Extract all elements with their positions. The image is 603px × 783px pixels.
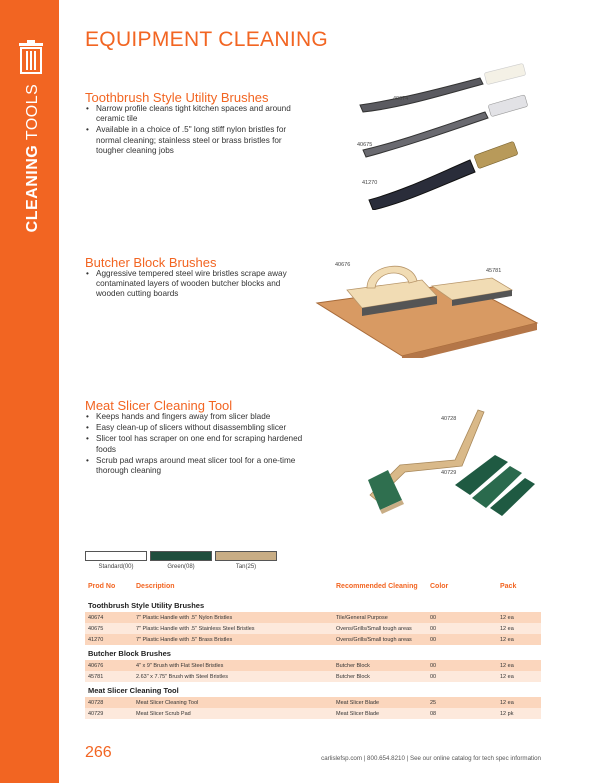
code-label: 40676 <box>335 262 351 268</box>
cell: Ovens/Grills/Small tough areas <box>333 623 427 634</box>
page-title: EQUIPMENT CLEANING <box>85 28 329 51</box>
table-group-row <box>85 645 541 660</box>
cell: 25 <box>427 697 497 708</box>
bullet: • Available in a choice of .5" long stiff nylon bristles for normal cleaning; stainless steel or brass bristles for tougher cleaning jobs <box>85 125 310 156</box>
header-recommended-cleaning: Recommended Cleaning <box>336 582 418 590</box>
table-row <box>85 660 541 671</box>
cell: 00 <box>427 671 497 682</box>
header-pack: Pack <box>500 582 517 590</box>
footer-text: carlislefsp.com | 800.654.8210 | See our online catalog for tech spec information <box>321 755 541 762</box>
bullet: • Keeps hands and fingers away from slicer blade <box>85 412 310 422</box>
table-group-row <box>85 597 541 612</box>
code-label: 41270 <box>362 180 378 186</box>
section-title-toothbrush: Toothbrush Style Utility Brushes <box>85 90 269 105</box>
cell: 40728 <box>85 697 133 708</box>
swatch-green <box>150 551 212 561</box>
cell: 2.63" x 7.75" Brush with Steel Bristles <box>133 671 333 682</box>
sidebar <box>0 0 59 783</box>
page-number: 266 <box>85 744 112 761</box>
cell: Ovens/Grills/Small tough areas <box>333 634 427 645</box>
group-name: Toothbrush Style Utility Brushes <box>88 601 205 610</box>
bullet: • Easy clean-up of slicers without disassembling slicer <box>85 423 310 433</box>
cell: Meat Slicer Scrub Pad <box>133 708 333 719</box>
bullet: • Aggressive tempered steel wire bristles scrape away contaminated layers of wooden butcher blocks and wooden cutting boards <box>85 269 310 300</box>
cell: 00 <box>427 623 497 634</box>
table-group-row <box>85 682 541 697</box>
sidebar-label-light: TOOLS <box>24 83 41 141</box>
cell: 12 ea <box>497 660 541 671</box>
table-row <box>85 697 541 708</box>
cell: 7" Plastic Handle with .5" Nylon Bristles <box>133 612 333 623</box>
cell: 12 ea <box>497 623 541 634</box>
cell: 00 <box>427 660 497 671</box>
butcher-bullets <box>85 269 310 301</box>
cell: 40675 <box>85 623 133 634</box>
cell: Meat Slicer Cleaning Tool <box>133 697 333 708</box>
swatch-tan <box>215 551 277 561</box>
toothbrush-brushes-image <box>355 60 545 210</box>
header-description: Description <box>136 582 175 590</box>
swatch-label: Green(08) <box>167 564 195 570</box>
toothbrush-bullets <box>85 104 310 157</box>
table-row <box>85 634 541 645</box>
header-prod-no: Prod No <box>88 582 116 590</box>
bullet: • Slicer tool has scraper on one end for scraping hardened foods <box>85 434 310 454</box>
code-label: 40729 <box>441 470 457 476</box>
cell: 08 <box>427 708 497 719</box>
cell: 12 ea <box>497 697 541 708</box>
cell: Tile/General Purpose <box>333 612 427 623</box>
section-title-slicer: Meat Slicer Cleaning Tool <box>85 398 233 413</box>
swatch-label: Standard(00) <box>98 564 134 570</box>
code-label: 45781 <box>486 268 502 274</box>
cell: 40676 <box>85 660 133 671</box>
table-row <box>85 671 541 682</box>
code-label: 40674 <box>393 96 409 102</box>
group-name: Meat Slicer Cleaning Tool <box>88 686 179 695</box>
cell: Butcher Block <box>333 660 427 671</box>
cell: 12 ea <box>497 612 541 623</box>
cell: 12 ea <box>497 671 541 682</box>
cell: 12 ea <box>497 634 541 645</box>
slicer-bullets <box>85 412 310 477</box>
bullet: • Scrub pad wraps around meat slicer tool for a one-time thorough cleaning <box>85 456 310 476</box>
cell: 7" Plastic Handle with .5" Stainless Steel Bristles <box>133 623 333 634</box>
cell: Meat Slicer Blade <box>333 697 427 708</box>
table-row <box>85 708 541 719</box>
bullet: • Narrow profile cleans tight kitchen spaces and around ceramic tile <box>85 104 310 124</box>
cell: 00 <box>427 612 497 623</box>
cell: 40674 <box>85 612 133 623</box>
product-table <box>85 575 541 719</box>
table-row <box>85 612 541 623</box>
swatch-label: Tan(25) <box>235 564 257 570</box>
group-name: Butcher Block Brushes <box>88 649 171 658</box>
cell: 7" Plastic Handle with .5" Brass Bristles <box>133 634 333 645</box>
code-label: 40728 <box>441 416 457 422</box>
section-title-butcher: Butcher Block Brushes <box>85 255 217 270</box>
header-color: Color <box>430 582 449 590</box>
cell: 4" x 9" Brush with Flat Steel Bristles <box>133 660 333 671</box>
sidebar-label-bold: CLEANING <box>24 144 41 233</box>
cell: 40729 <box>85 708 133 719</box>
cell: 12 pk <box>497 708 541 719</box>
table-row <box>85 623 541 634</box>
cell: Meat Slicer Blade <box>333 708 427 719</box>
table-header-row <box>85 575 541 597</box>
code-label: 40675 <box>357 142 373 148</box>
cell: 45781 <box>85 671 133 682</box>
sidebar-label <box>24 43 44 273</box>
cell: 00 <box>427 634 497 645</box>
cell: 41270 <box>85 634 133 645</box>
swatch-standard <box>85 551 147 561</box>
cell: Butcher Block <box>333 671 427 682</box>
